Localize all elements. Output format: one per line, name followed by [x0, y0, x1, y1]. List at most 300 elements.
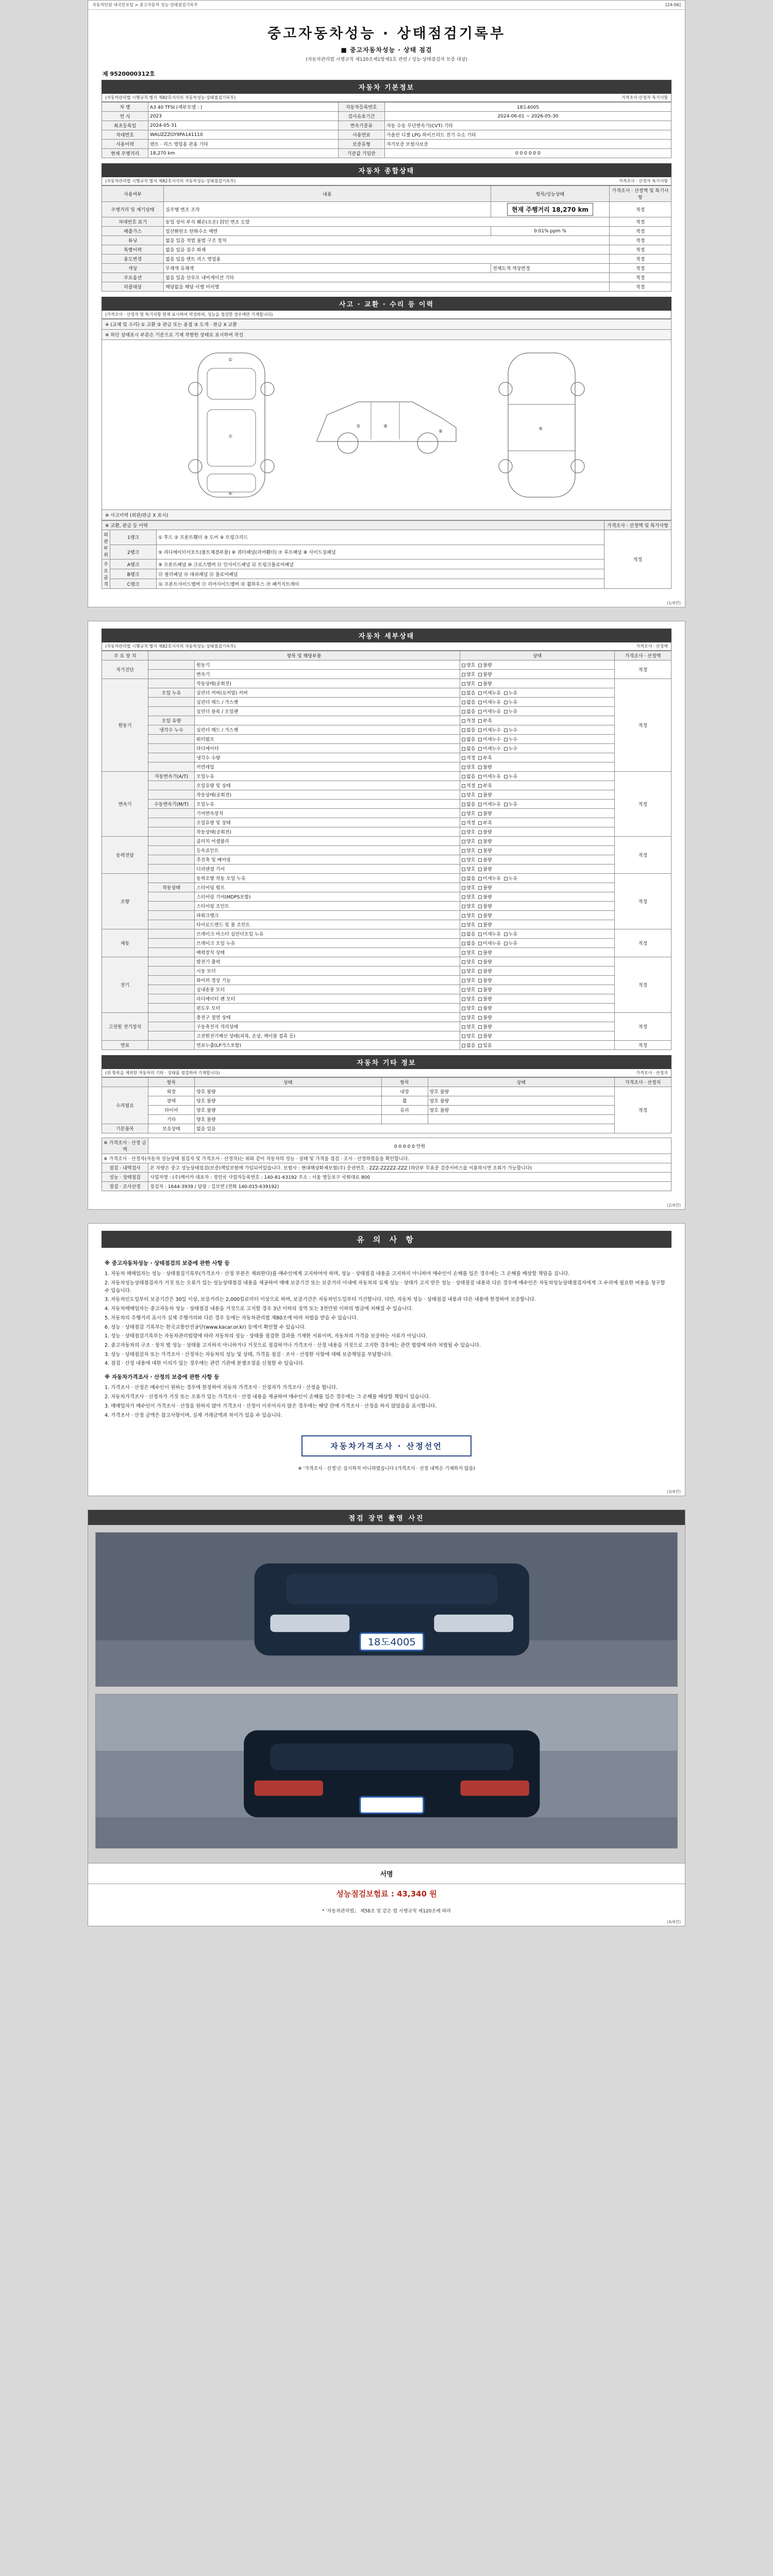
etc-c1: 타이어 [148, 1106, 195, 1115]
etc-table [102, 1077, 671, 1133]
checkbox[interactable] [478, 1044, 482, 1047]
checkbox[interactable] [462, 914, 465, 918]
overall-row-note: 적정 [610, 227, 671, 236]
col-header-2: 항목/성능상태 [491, 186, 610, 202]
detail-item-label: 변속기 [195, 670, 460, 679]
checkbox[interactable] [478, 1025, 482, 1029]
overall-note-right: 가격조사 · 산정자 특기사항 [618, 179, 668, 183]
notice-item: 3. 매매업자가 매수인이 가격조사 · 산정을 원하지 않아 가격조사 · 산정이 이루어지지 않은 경우에는 해당 란에 가격조사 · 산정을 하지 않았음을 표시합니다. [105, 1403, 437, 1409]
parts-level: C랭크 [110, 579, 157, 589]
page-footer-1: (1/4면) [667, 601, 681, 605]
detail-item-state: 없음 미세누수 누수 [460, 725, 615, 735]
checkbox[interactable] [462, 793, 465, 797]
detail-group-name: 고전원 전기장치 [102, 1013, 148, 1041]
checkbox[interactable] [462, 849, 465, 853]
etc-c2: 양호 불량 [195, 1115, 382, 1124]
checkbox[interactable] [478, 1016, 482, 1020]
table-row [102, 855, 671, 865]
checkbox[interactable] [478, 664, 482, 667]
svg-text:③: ③ [356, 423, 361, 429]
detail-item-state: 양호 불량 [460, 976, 615, 985]
checkbox[interactable] [462, 812, 465, 816]
checkbox[interactable] [478, 766, 482, 769]
photo-rear-illustration-icon [96, 1694, 677, 1848]
checkbox[interactable] [478, 970, 482, 973]
checkbox[interactable] [478, 747, 482, 751]
odometer-label: 현재 주행거리 [102, 149, 148, 158]
table-row [102, 264, 671, 273]
detail-subgroup: 오일 누유 [148, 688, 195, 698]
checkbox[interactable] [462, 775, 465, 778]
overall-note-left: (자동차관리법 시행규칙 별지 제82호서식의 자동차성능·상태점검기록부) [105, 179, 236, 183]
table-row [102, 716, 671, 725]
accident-legend-left: ※ 사고이력 (외판/판금 X 표시) [102, 510, 671, 520]
etc-c4: 양호 불량 [428, 1087, 615, 1096]
detail-subgroup [148, 920, 195, 929]
car-rear-diagram-icon [482, 348, 601, 502]
table-row [102, 1182, 671, 1191]
checkbox[interactable] [478, 905, 482, 908]
checkbox[interactable] [478, 877, 482, 880]
checkbox[interactable] [462, 960, 465, 964]
detail-subgroup: 자동변속기(A/T) [148, 772, 195, 781]
col-header-2: 상태 [460, 651, 615, 660]
checkbox[interactable] [504, 738, 508, 741]
document-subnote: (자동차관리법 시행규칙 제120조제1항제1호 관련 / 성능·상태점검자 보증 대상) [306, 57, 467, 62]
table-row [102, 1124, 671, 1133]
checkbox[interactable] [478, 914, 482, 918]
checkbox[interactable] [478, 979, 482, 982]
svg-text:⑥: ⑥ [438, 429, 443, 434]
checkbox[interactable] [478, 1035, 482, 1038]
checkbox[interactable] [504, 691, 508, 695]
table-row [102, 121, 671, 130]
detail-item-label: 실린더 블록 / 오일팬 [195, 707, 460, 716]
basic-info-bandnote [102, 94, 671, 102]
checkbox[interactable] [504, 877, 508, 880]
checkbox[interactable] [478, 997, 482, 1001]
odometer-value: 18,270 km [148, 149, 339, 158]
detail-item-state: 없음 미세누유 누유 [460, 800, 615, 809]
checkbox[interactable] [462, 1044, 465, 1047]
overall-row-note: 적정 [610, 202, 671, 217]
detail-item-label: 기어변속장치 [195, 809, 460, 818]
detail-item-label: 시동 모터 [195, 967, 460, 976]
table-row [102, 1031, 671, 1041]
overall-bandnote [102, 177, 671, 185]
row-value-2: 자가보증 보험사보증 [384, 140, 671, 149]
table-row [102, 1013, 671, 1022]
parts-items: ⑨ 프론트패널 ⑩ 크로스멤버 ⑪ 인사이드패널 ⑫ 트렁크플로어패널 [157, 560, 604, 569]
checkbox[interactable] [478, 793, 482, 797]
table-row [102, 929, 671, 939]
checkbox[interactable] [462, 664, 465, 667]
overall-row-note: 적정 [610, 264, 671, 273]
notice-body [102, 1248, 671, 1427]
detail-subgroup [148, 670, 195, 679]
detail-item-label: 등속죠인트 [195, 846, 460, 855]
checkbox[interactable] [462, 886, 465, 890]
etc-c2: 없음 있음 [195, 1124, 615, 1133]
car-front-diagram-icon [172, 348, 291, 502]
detail-subgroup [148, 985, 195, 994]
etc-c3 [381, 1115, 428, 1124]
table-row [102, 149, 671, 158]
detail-group-note: 적정 [615, 874, 671, 929]
checkbox[interactable] [478, 942, 482, 945]
detail-note-left: (자동차관리법 시행규칙 별지 제82호서식의 자동차성능·상태점검기록부) [105, 644, 236, 649]
table-row [102, 245, 671, 255]
detail-item-label: 충전구 절연 상태 [195, 1013, 460, 1022]
parts-level: A랭크 [110, 560, 157, 569]
checkbox[interactable] [478, 812, 482, 816]
checkbox[interactable] [478, 728, 482, 732]
notice-item: 1. 자동차 매매업자는 성능 · 상태점검기록부(가격조사 · 산정 부분은 제외한다)를 매수인에게 고지하여야 하며, 성능 · 상태점검 내용을 고지하지 아니하여 매수인이 손해를 입은 경우에는 그 손해를 배상할 책임을 집니다. [105, 1271, 570, 1277]
detail-group-name: 동력전달 [102, 837, 148, 874]
table-row [102, 698, 671, 707]
detail-item-label: 스티어링 기어(MDPS포함) [195, 892, 460, 902]
checkbox[interactable] [462, 719, 465, 723]
checkbox[interactable] [478, 831, 482, 834]
checkbox[interactable] [462, 831, 465, 834]
detail-item-label: 디퍼렌셜 기어 [195, 865, 460, 874]
detail-table [102, 651, 671, 1050]
table-row [102, 1004, 671, 1013]
detail-subgroup [148, 781, 195, 790]
checkbox[interactable] [462, 877, 465, 880]
accident-parts-table [102, 520, 671, 589]
etc-c4 [428, 1115, 615, 1124]
detail-subgroup [148, 967, 195, 976]
detail-item-state: 없음 미세누유 누유 [460, 688, 615, 698]
checkbox[interactable] [462, 784, 465, 788]
checkbox[interactable] [478, 895, 482, 899]
checkbox[interactable] [504, 728, 508, 732]
detail-item-state: 양호 불량 [460, 948, 615, 957]
detail-item-state: 없음 미세누수 누수 [460, 744, 615, 753]
checkbox[interactable] [478, 803, 482, 806]
table-row [102, 846, 671, 855]
overall-band: 자동차 종합상태 [102, 163, 671, 177]
table-row [102, 762, 671, 772]
checkbox[interactable] [462, 942, 465, 945]
basic-info-note-left: (자동차관리법 시행규칙 별지 제82호서식의 자동차성능·상태점검기록부) [105, 95, 236, 100]
price-row-label: 점검 · 조사산정 [102, 1182, 148, 1191]
detail-item-label: 고전원전기배선 상태(피복, 손상, 케이블 접촉 등) [195, 1031, 460, 1041]
checkbox[interactable] [478, 951, 482, 955]
checkbox[interactable] [462, 997, 465, 1001]
detail-item-label: 실린더 헤드 / 가스켓 [195, 725, 460, 735]
price-table [102, 1138, 671, 1191]
overall-row-note: 적정 [610, 245, 671, 255]
page-title: 중고자동차성능 · 상태점검기록부 [267, 26, 506, 42]
detail-item-state: 없음 미세누유 누유 [460, 772, 615, 781]
overall-row-options: 무채색 유채색 [164, 264, 491, 273]
price-declaration-note: ※ '가격조사 · 산정'은 실시하지 아니하였습니다 (가격조사 · 산정 내역은 기재하지 않음) [298, 1466, 475, 1472]
detail-item-state: 적정 부족 [460, 818, 615, 827]
checkbox[interactable] [462, 933, 465, 936]
table-row [102, 957, 671, 967]
accident-bandnote [102, 311, 671, 319]
checkbox[interactable] [462, 951, 465, 955]
checkbox[interactable] [462, 1025, 465, 1029]
checkbox[interactable] [478, 673, 482, 676]
table-row [102, 911, 671, 920]
checkbox[interactable] [478, 840, 482, 843]
photo-section-band: 점검 장면 촬영 사진 [88, 1510, 685, 1525]
detail-subgroup [148, 818, 195, 827]
table-row [102, 920, 671, 929]
etc-c2: 양호 불량 [195, 1087, 382, 1096]
detail-item-state: 적정 부족 [460, 781, 615, 790]
detail-item-label: 실내송풍 모터 [195, 985, 460, 994]
detail-item-state: 양호 불량 [460, 883, 615, 892]
detail-subgroup [148, 837, 195, 846]
basic-info-table [102, 102, 671, 158]
overall-row-label: 배출가스 [102, 227, 164, 236]
detail-item-label: 와이퍼 정상 기능 [195, 976, 460, 985]
detail-subgroup [148, 911, 195, 920]
odometer-boxes: 0 0 0 0 0 0 [384, 149, 671, 158]
checkbox[interactable] [462, 905, 465, 908]
detail-subgroup [148, 929, 195, 939]
checkbox[interactable] [504, 775, 508, 778]
table-row [102, 809, 671, 818]
checkbox[interactable] [462, 970, 465, 973]
price-row-value: 본 차량은 중고 성능상태점검(보증)책임보험에 가입되어있습니다. 보험사 : 현대해상화재보험(주) 증권번호 : ZZZ-ZZZZZ-ZZZ (하단부 무효증 검증서비스를 이용하시면 조회가 가능합니다) [148, 1163, 671, 1173]
checkbox[interactable] [462, 756, 465, 760]
table-row [102, 112, 671, 121]
table-row [102, 976, 671, 985]
checkbox[interactable] [478, 933, 482, 936]
table-row [102, 545, 671, 560]
checkbox[interactable] [462, 691, 465, 695]
table-row [102, 236, 671, 245]
overall-row-state [491, 202, 610, 217]
accident-band: 사고 · 교환 · 수리 등 이력 [102, 297, 671, 311]
odometer-box-label: 기준값 기입란 [338, 149, 384, 158]
checkbox[interactable] [478, 691, 482, 695]
checkbox[interactable] [478, 784, 482, 788]
checkbox[interactable] [462, 979, 465, 982]
checkbox[interactable] [478, 821, 482, 825]
detail-item-label: 추진축 및 베어링 [195, 855, 460, 865]
row-label: 차대번호 [102, 130, 148, 140]
detail-item-state: 양호 불량 [460, 957, 615, 967]
table-row [102, 1138, 671, 1154]
detail-subgroup [148, 855, 195, 865]
detail-subgroup [148, 827, 195, 837]
overall-row-options: 없음 있음 침수 화재 [164, 245, 610, 255]
page-footer-4: (4/4면) [667, 1920, 681, 1925]
checkbox[interactable] [462, 747, 465, 751]
overall-row-note: 적정 [610, 236, 671, 245]
checkbox[interactable] [478, 886, 482, 890]
detail-item-state: 없음 미세누유 누유 [460, 707, 615, 716]
col-header-1: 내용 [164, 186, 491, 202]
detail-item-label: 발전기 출력 [195, 957, 460, 967]
checkbox[interactable] [462, 673, 465, 676]
checkbox[interactable] [462, 840, 465, 843]
table-row [102, 725, 671, 735]
checkbox[interactable] [462, 858, 465, 862]
table-row [102, 140, 671, 149]
checkbox[interactable] [462, 682, 465, 686]
row-value: 2024-05-31 [148, 121, 339, 130]
table-row [102, 569, 671, 579]
row-label: 연 식 [102, 112, 148, 121]
parts-items: ⑯ 프론트사이드멤버 ⑰ 리어사이드멤버 ⑱ 휠하우스 ⑲ 패키지트레이 [157, 579, 604, 589]
checkbox[interactable] [478, 1007, 482, 1010]
table-row [102, 1163, 671, 1173]
checkbox[interactable] [504, 701, 508, 704]
checkbox[interactable] [478, 738, 482, 741]
detail-subgroup [148, 1041, 195, 1050]
detail-subgroup [148, 1004, 195, 1013]
overall-row-options: 일산화탄소 탄화수소 매연 [164, 227, 491, 236]
checkbox[interactable] [478, 858, 482, 862]
checkbox[interactable] [462, 1035, 465, 1038]
detail-subgroup: 작동상태 [148, 883, 195, 892]
checkbox[interactable] [462, 766, 465, 769]
checkbox[interactable] [478, 988, 482, 992]
table-row [102, 1154, 671, 1163]
detail-subgroup [148, 762, 195, 772]
detail-item-state: 양호 불량 [460, 1031, 615, 1041]
checkbox[interactable] [462, 895, 465, 899]
checkbox[interactable] [504, 710, 508, 714]
detail-group-note: 적정 [615, 1013, 671, 1041]
page-footer-2: (2/4면) [667, 1203, 681, 1208]
checkbox[interactable] [462, 868, 465, 871]
overall-row-label: 차대번호 표기 [102, 217, 164, 227]
row-value-2: 자동 수동 무단변속기(CVT) 기타 [384, 121, 671, 130]
parts-right-value: 적정 [604, 530, 671, 589]
detail-item-label: 라디에이터 [195, 744, 460, 753]
checkbox[interactable] [478, 682, 482, 686]
detail-subgroup [148, 846, 195, 855]
detail-item-state: 적정 부족 [460, 753, 615, 762]
checkbox[interactable] [462, 701, 465, 704]
detail-subgroup [148, 1022, 195, 1031]
checkbox[interactable] [462, 803, 465, 806]
detail-subgroup [148, 698, 195, 707]
car-diagram [102, 340, 671, 510]
accident-legend-line1: ※ (교체 및 수리) ① 교환 ② 판금 또는 용접 ③ 도색 · 판금 X 교환 [102, 319, 671, 330]
row-value: WAUZZZGY9PA141110 [148, 130, 339, 140]
photo-front-illustration-icon [96, 1533, 677, 1686]
detail-subgroup: 수동변속기(M/T) [148, 800, 195, 809]
checkbox[interactable] [504, 803, 508, 806]
accident-legend-line2: ※ 하단 상태표시 부분은 기준으로 기재 작항한 상태로 표시하여 작성 [102, 330, 671, 340]
table-row [102, 217, 671, 227]
price-row-value: 사업자명 : (주)케이카 대표자 : 정인국 사업자등록번호 : 140-81-63192 주소 : 서울 영등포구 국회대로 800 [148, 1173, 671, 1182]
detail-subgroup [148, 660, 195, 670]
checkbox[interactable] [478, 701, 482, 704]
checkbox[interactable] [504, 747, 508, 751]
table-row [102, 227, 671, 236]
checkbox[interactable] [504, 933, 508, 936]
checkbox[interactable] [478, 849, 482, 853]
detail-subgroup [148, 957, 195, 967]
notice-item: 3. 성능 · 상태점검자 또는 가격조사 · 산정자는 자동차의 성능 및 상태, 가격을 점검 · 조사 · 산정한 사항에 대해 보증책임을 부담합니다. [105, 1351, 393, 1358]
price-row-value: 점검자 : 1644-3939 / 담당 : 김보연 (전화 140-015-639192) [148, 1182, 671, 1191]
detail-item-state: 양호 불량 [460, 790, 615, 800]
overall-row-options: 동일 상이 부식 훼손(오손) 封인 변조 도말 [164, 217, 610, 227]
signature-band: 서명 [88, 1863, 685, 1884]
table-row [102, 772, 671, 781]
inspection-photo-rear [95, 1694, 678, 1849]
detail-item-state: 양호 불량 [460, 762, 615, 772]
detail-item-state: 양호 불량 [460, 846, 615, 855]
etc-row-name: 기본품목 [102, 1124, 148, 1133]
checkbox[interactable] [478, 923, 482, 927]
topbar-left-text: 자동차민원 대국민포털 > 중고자동차 성능·상태점검기록부 [92, 3, 198, 7]
checkbox[interactable] [462, 1016, 465, 1020]
checkbox[interactable] [462, 988, 465, 992]
row-value: 렌트 · 리스 영업용 관용 기타 [148, 140, 339, 149]
parts-items: ① 후드 ② 프론트휀더 ③ 도어 ④ 트렁크리드 [157, 530, 604, 545]
detail-item-label: 오일유량 및 상태 [195, 818, 460, 827]
page-3 [88, 1223, 685, 1496]
detail-item-state: 양호 불량 [460, 920, 615, 929]
checkbox[interactable] [462, 728, 465, 732]
detail-subgroup [148, 892, 195, 902]
checkbox[interactable] [462, 710, 465, 714]
checkbox[interactable] [478, 756, 482, 760]
notice-title: 유 의 사 항 [102, 1231, 671, 1248]
table-row [102, 273, 671, 282]
svg-text:①: ① [228, 357, 233, 363]
detail-item-label: 커먼레일 [195, 762, 460, 772]
table-row [102, 1041, 671, 1050]
col-header-1: 항목 및 해당부품 [148, 651, 460, 660]
table-header-row [102, 651, 671, 660]
etc-band: 자동차 기타 정보 [102, 1055, 671, 1069]
detail-item-state: 양호 불량 [460, 679, 615, 688]
parts-level: 2랭크 [110, 545, 157, 560]
etc-col-3: 항목 [381, 1078, 428, 1087]
table-row [102, 827, 671, 837]
checkbox[interactable] [462, 821, 465, 825]
detail-item-state: 양호 불량 [460, 985, 615, 994]
detail-subgroup [148, 707, 195, 716]
checkbox[interactable] [478, 719, 482, 723]
detail-item-label: 작동상태(공회전) [195, 827, 460, 837]
checkbox[interactable] [462, 1007, 465, 1010]
table-row [102, 103, 671, 112]
detail-item-label: 작동상태(공회전) [195, 679, 460, 688]
table-row [102, 1087, 671, 1096]
overall-row-state: 전체도색 색상변경 [491, 264, 610, 273]
table-row [102, 1115, 671, 1124]
checkbox[interactable] [478, 960, 482, 964]
table-header-row [102, 1078, 671, 1087]
overall-row-state: 0.01% ppm % [491, 227, 610, 236]
detail-subgroup [148, 809, 195, 818]
checkbox[interactable] [478, 868, 482, 871]
checkbox[interactable] [478, 710, 482, 714]
table-row [102, 781, 671, 790]
detail-item-label: 원동기 [195, 660, 460, 670]
etc-row-name: 수리필요 [102, 1087, 148, 1124]
detail-group-note: 적정 [615, 679, 671, 772]
checkbox[interactable] [504, 942, 508, 945]
checkbox[interactable] [462, 738, 465, 741]
checkbox[interactable] [478, 775, 482, 778]
table-row [102, 1022, 671, 1031]
checkbox[interactable] [462, 923, 465, 927]
